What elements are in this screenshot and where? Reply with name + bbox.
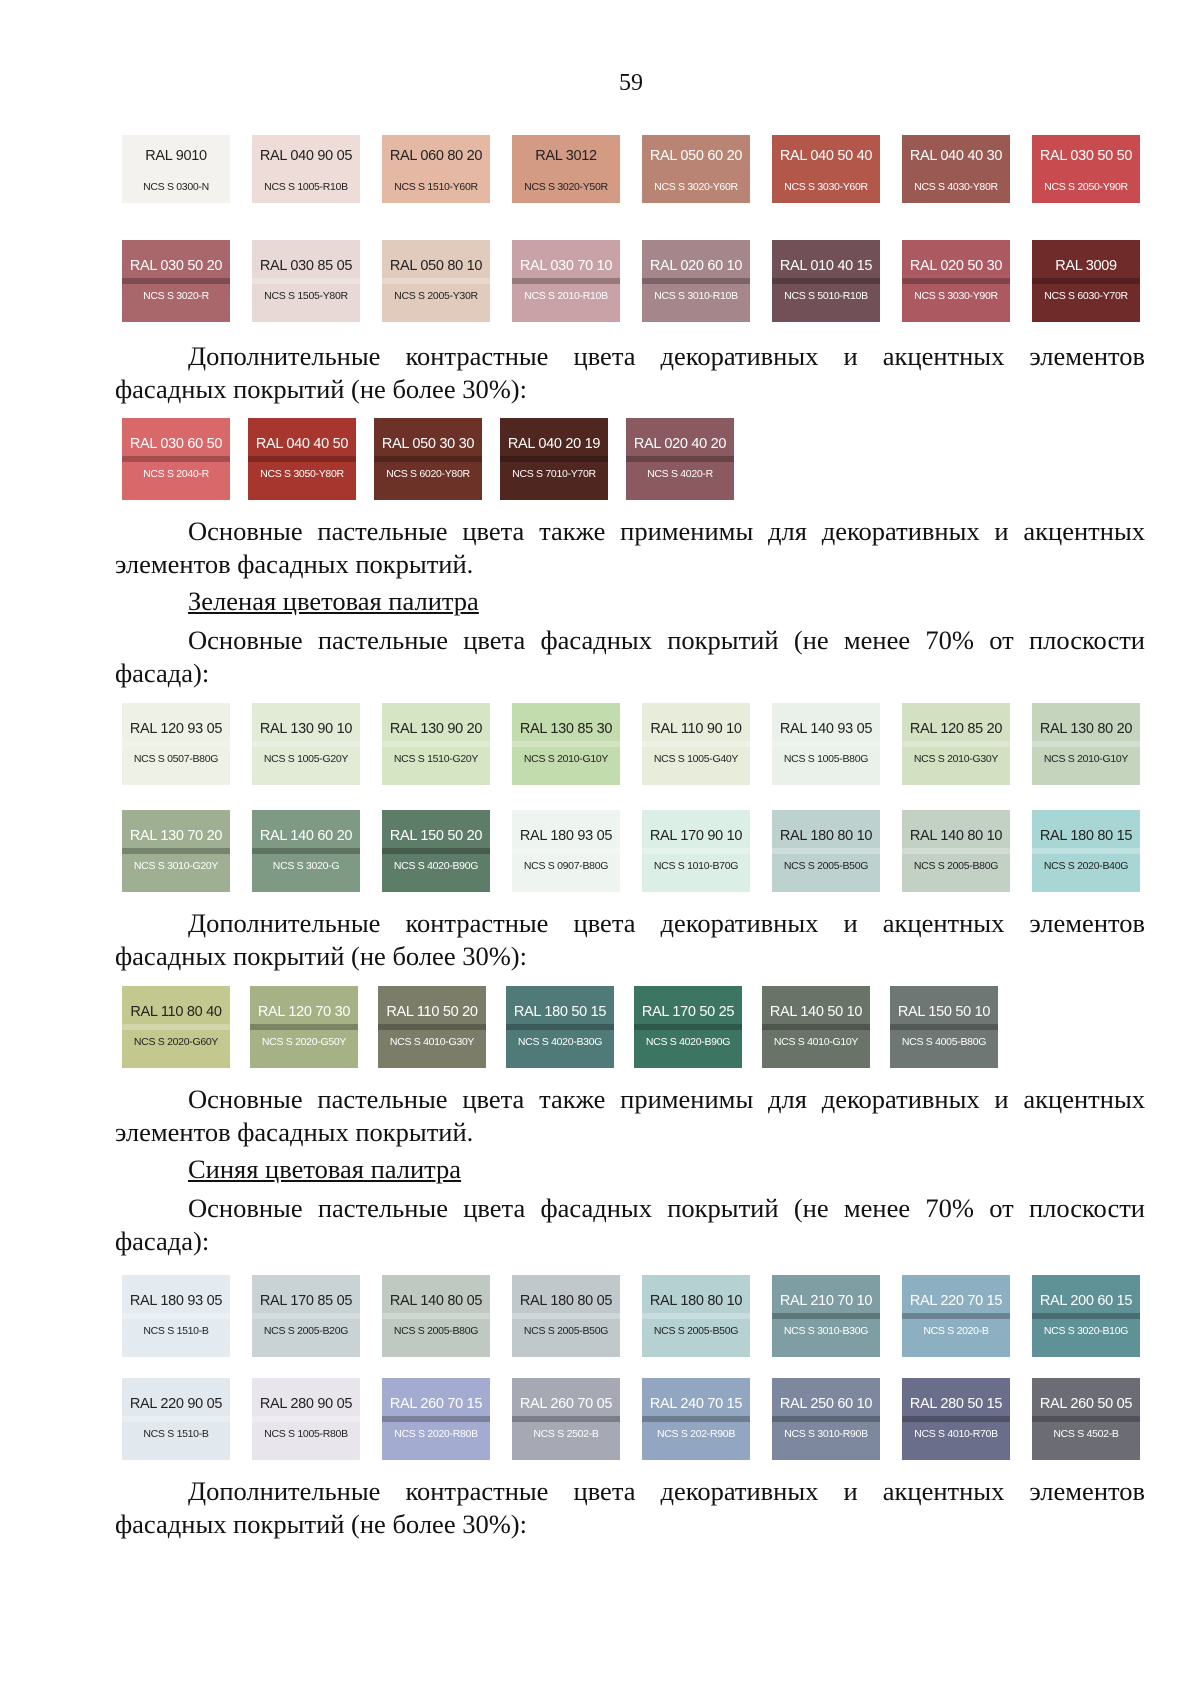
- swatch-ncs-code: NCS S 3030-Y60R: [784, 181, 868, 193]
- swatch-ral-code: RAL 130 85 30: [519, 721, 613, 737]
- color-swatch: [772, 135, 880, 203]
- color-swatch: [122, 1275, 230, 1357]
- swatch-shade-band: [122, 1024, 230, 1030]
- swatch-shade-band: [252, 278, 360, 284]
- swatch-ncs-code: NCS S 2010-G30Y: [913, 753, 999, 765]
- color-swatch: [890, 986, 998, 1068]
- swatch-shade-band: [772, 741, 880, 747]
- green-pastel-note: [115, 1083, 1145, 1149]
- swatch-ncs-code: NCS S 2005-B20G: [263, 1325, 349, 1337]
- swatch-ncs-code: NCS S 2010-G10Y: [523, 753, 609, 765]
- swatch-shade-band: [772, 848, 880, 854]
- swatch-ncs-code: NCS S 4020-B90G: [393, 860, 479, 872]
- swatch-ral-code: RAL 180 80 10: [779, 828, 873, 844]
- swatch-ncs-code: NCS S 2020-G50Y: [261, 1036, 347, 1048]
- swatch-ncs-code: NCS S 1510-B: [143, 1325, 209, 1337]
- swatch-ncs-code: NCS S 7010-Y70R: [512, 468, 596, 480]
- swatch-shade-band: [902, 848, 1010, 854]
- swatch-ncs-code: NCS S 4030-Y80R: [914, 181, 998, 193]
- color-swatch: [772, 1378, 880, 1460]
- swatch-shade-band: [382, 278, 490, 284]
- swatch-shade-band: [250, 1024, 358, 1030]
- swatch-shade-band: [122, 848, 230, 854]
- swatch-ral-code: RAL 280 50 15: [909, 1396, 1003, 1412]
- red-pastel-note-line-2: элементов фасадных покрытий.: [115, 549, 474, 579]
- green-intro-line-1: Основные пастельные цвета фасадных покрытий (не менее 70% от плоскости: [188, 625, 1145, 655]
- color-swatch: [506, 986, 614, 1068]
- swatch-ral-code: RAL 010 40 15: [779, 258, 873, 274]
- swatch-shade-band: [500, 456, 608, 462]
- blue-contrast-text-line-2: фасадных покрытий (не более 30%):: [115, 1509, 527, 1539]
- green-intro-line-2: фасада):: [115, 658, 210, 688]
- swatch-shade-band: [252, 741, 360, 747]
- swatch-ncs-code: NCS S 2040-R: [143, 468, 209, 480]
- swatch-ncs-code: NCS S 3050-Y80R: [260, 468, 344, 480]
- color-swatch: [512, 703, 620, 785]
- swatch-ncs-code: NCS S 0300-N: [143, 181, 209, 193]
- swatch-shade-band: [772, 1313, 880, 1319]
- color-swatch: [1032, 1378, 1140, 1460]
- color-swatch: [512, 135, 620, 203]
- swatch-ncs-code: NCS S 2005-B50G: [653, 1325, 739, 1337]
- swatch-ncs-code: NCS S 3020-R: [143, 290, 209, 302]
- swatch-shade-band: [1032, 741, 1140, 747]
- color-swatch: [642, 810, 750, 892]
- swatch-ral-code: RAL 220 90 05: [129, 1396, 223, 1412]
- swatch-shade-band: [642, 741, 750, 747]
- swatch-ncs-code: NCS S 2010-R10B: [524, 290, 608, 302]
- color-swatch: [1032, 810, 1140, 892]
- swatch-shade-band: [1032, 1416, 1140, 1422]
- green-main-row-1: [122, 703, 1162, 785]
- swatch-ncs-code: NCS S 1010-B70G: [653, 860, 739, 872]
- swatch-ncs-code: NCS S 2005-B50G: [783, 860, 869, 872]
- swatch-shade-band: [374, 456, 482, 462]
- swatch-shade-band: [642, 1416, 750, 1422]
- color-swatch: [512, 810, 620, 892]
- swatch-shade-band: [642, 278, 750, 284]
- green-contrast-text-line-2: фасадных покрытий (не более 30%):: [115, 941, 527, 971]
- green-pastel-note-line-2: элементов фасадных покрытий.: [115, 1117, 474, 1147]
- swatch-ral-code: RAL 140 80 05: [389, 1293, 483, 1309]
- red-contrast-paragraph: [115, 340, 1145, 406]
- swatch-ral-code: RAL 020 60 10: [649, 258, 743, 274]
- color-swatch: [902, 135, 1010, 203]
- swatch-shade-band: [382, 848, 490, 854]
- color-swatch: [248, 418, 356, 500]
- swatch-ral-code: RAL 040 40 30: [909, 148, 1003, 164]
- swatch-ral-code: RAL 180 93 05: [129, 1293, 223, 1309]
- swatch-ncs-code: NCS S 1005-R80B: [264, 1428, 348, 1440]
- swatch-ral-code: RAL 280 90 05: [259, 1396, 353, 1412]
- swatch-ral-code: RAL 260 70 15: [389, 1396, 483, 1412]
- color-swatch: [642, 135, 750, 203]
- swatch-shade-band: [248, 456, 356, 462]
- color-swatch: [512, 240, 620, 322]
- swatch-ncs-code: NCS S 2020-R80B: [394, 1428, 478, 1440]
- swatch-ncs-code: NCS S 3010-R10B: [654, 290, 738, 302]
- green-pastel-note-line-1: Основные пастельные цвета также применимы для декоративных и акцентных: [188, 1084, 1145, 1114]
- swatch-shade-band: [642, 1313, 750, 1319]
- swatch-ral-code: RAL 140 93 05: [779, 721, 873, 737]
- swatch-ral-code: RAL 110 90 10: [650, 721, 742, 737]
- swatch-ral-code: RAL 220 70 15: [909, 1293, 1003, 1309]
- swatch-shade-band: [642, 848, 750, 854]
- swatch-ral-code: RAL 130 80 20: [1039, 721, 1133, 737]
- swatch-ral-code: RAL 180 80 05: [519, 1293, 613, 1309]
- color-swatch: [642, 703, 750, 785]
- swatch-ral-code: RAL 180 80 15: [1039, 828, 1133, 844]
- swatch-ncs-code: NCS S 4020-B90G: [645, 1036, 731, 1048]
- green-contrast-text-line-1: Дополнительные контрастные цвета декоративных и акцентных элементов: [188, 908, 1145, 938]
- color-swatch: [772, 1275, 880, 1357]
- swatch-shade-band: [634, 1024, 742, 1030]
- swatch-shade-band: [1032, 848, 1140, 854]
- swatch-ral-code: RAL 140 50 10: [769, 1004, 863, 1020]
- swatch-ncs-code: NCS S 4010-G10Y: [773, 1036, 859, 1048]
- swatch-shade-band: [252, 1313, 360, 1319]
- swatch-ral-code: RAL 180 93 05: [519, 828, 613, 844]
- swatch-ncs-code: NCS S 3010-G20Y: [133, 860, 219, 872]
- green-intro-paragraph: [115, 624, 1145, 690]
- red-contrast-text-line-2: фасадных покрытий (не более 30%):: [115, 374, 527, 404]
- swatch-shade-band: [762, 1024, 870, 1030]
- swatch-ncs-code: NCS S 2005-B80G: [913, 860, 999, 872]
- swatch-ncs-code: NCS S 2050-Y90R: [1044, 181, 1128, 193]
- color-swatch: [1032, 703, 1140, 785]
- swatch-ncs-code: NCS S 4020-R: [647, 468, 713, 480]
- swatch-ral-code: RAL 030 50 20: [129, 258, 223, 274]
- swatch-ral-code: RAL 260 70 05: [519, 1396, 613, 1412]
- color-swatch: [122, 135, 230, 203]
- blue-contrast-text-line-1: Дополнительные контрастные цвета декоративных и акцентных элементов: [188, 1476, 1145, 1506]
- color-swatch: [772, 810, 880, 892]
- color-swatch: [378, 986, 486, 1068]
- color-swatch: [382, 810, 490, 892]
- swatch-ral-code: RAL 060 80 20: [389, 148, 483, 164]
- color-swatch: [642, 1378, 750, 1460]
- swatch-ncs-code: NCS S 1005-G40Y: [653, 753, 739, 765]
- swatch-shade-band: [902, 1313, 1010, 1319]
- blue-intro-line-1: Основные пастельные цвета фасадных покрытий (не менее 70% от плоскости: [188, 1193, 1145, 1223]
- swatch-ncs-code: NCS S 0507-B80G: [133, 753, 219, 765]
- color-swatch: [512, 1275, 620, 1357]
- swatch-ral-code: RAL 170 50 25: [641, 1004, 735, 1020]
- color-swatch: [122, 986, 230, 1068]
- color-swatch: [634, 986, 742, 1068]
- red-pastel-note-line-1: Основные пастельные цвета также применимы для декоративных и акцентных: [188, 516, 1145, 546]
- swatch-ral-code: RAL 120 70 30: [257, 1004, 351, 1020]
- swatch-ncs-code: NCS S 3010-R90B: [784, 1428, 868, 1440]
- swatch-shade-band: [512, 278, 620, 284]
- swatch-shade-band: [122, 1313, 230, 1319]
- swatch-shade-band: [122, 278, 230, 284]
- swatch-shade-band: [378, 1024, 486, 1030]
- swatch-ral-code: RAL 020 50 30: [909, 258, 1003, 274]
- swatch-shade-band: [902, 278, 1010, 284]
- swatch-ncs-code: NCS S 3020-Y60R: [654, 181, 738, 193]
- swatch-shade-band: [772, 1416, 880, 1422]
- swatch-ncs-code: NCS S 1510-Y60R: [394, 181, 478, 193]
- blue-main-row-1: [122, 1275, 1162, 1357]
- color-swatch: [122, 418, 230, 500]
- swatch-shade-band: [890, 1024, 998, 1030]
- swatch-ncs-code: NCS S 1510-G20Y: [393, 753, 479, 765]
- green-contrast-paragraph: [115, 907, 1145, 973]
- swatch-shade-band: [512, 1416, 620, 1422]
- swatch-ncs-code: NCS S 2020-B: [923, 1325, 989, 1337]
- swatch-ncs-code: NCS S 2020-B40G: [1043, 860, 1129, 872]
- color-swatch: [382, 1275, 490, 1357]
- swatch-ral-code: RAL 140 60 20: [259, 828, 353, 844]
- swatch-ncs-code: NCS S 3020-G: [272, 860, 340, 872]
- swatch-shade-band: [772, 278, 880, 284]
- color-swatch: [642, 1275, 750, 1357]
- swatch-ncs-code: NCS S 4010-G30Y: [389, 1036, 475, 1048]
- swatch-ncs-code: NCS S 4005-B80G: [901, 1036, 987, 1048]
- color-swatch: [902, 703, 1010, 785]
- color-swatch: [902, 810, 1010, 892]
- swatch-ral-code: RAL 030 50 50: [1039, 148, 1133, 164]
- color-swatch: [382, 1378, 490, 1460]
- swatch-shade-band: [1032, 278, 1140, 284]
- swatch-ral-code: RAL 260 50 05: [1039, 1396, 1133, 1412]
- swatch-ncs-code: NCS S 2502-B: [533, 1428, 599, 1440]
- swatch-ral-code: RAL 130 70 20: [129, 828, 223, 844]
- swatch-ral-code: RAL 180 50 15: [513, 1004, 607, 1020]
- swatch-shade-band: [512, 741, 620, 747]
- swatch-shade-band: [506, 1024, 614, 1030]
- color-swatch: [772, 703, 880, 785]
- color-swatch: [374, 418, 482, 500]
- swatch-ral-code: RAL 3009: [1055, 258, 1117, 274]
- swatch-ral-code: RAL 040 20 19: [507, 436, 601, 452]
- swatch-ncs-code: NCS S 4502-B: [1053, 1428, 1119, 1440]
- swatch-ral-code: RAL 030 70 10: [519, 258, 613, 274]
- swatch-ral-code: RAL 200 60 15: [1039, 1293, 1133, 1309]
- swatch-ral-code: RAL 050 30 30: [381, 436, 475, 452]
- swatch-shade-band: [512, 1313, 620, 1319]
- color-swatch: [902, 1378, 1010, 1460]
- red-pastel-note: [115, 515, 1145, 581]
- color-swatch: [252, 810, 360, 892]
- color-swatch: [252, 240, 360, 322]
- swatch-ncs-code: NCS S 2020-G60Y: [133, 1036, 219, 1048]
- swatch-ncs-code: NCS S 202-R90B: [656, 1428, 736, 1440]
- swatch-ral-code: RAL 170 85 05: [259, 1293, 353, 1309]
- swatch-shade-band: [122, 456, 230, 462]
- color-swatch: [642, 240, 750, 322]
- swatch-ral-code: RAL 3012: [535, 148, 597, 164]
- red-main-row-2: [122, 240, 1162, 322]
- swatch-ncs-code: NCS S 1005-G20Y: [263, 753, 349, 765]
- swatch-ral-code: RAL 120 85 20: [909, 721, 1003, 737]
- swatch-ncs-code: NCS S 5010-R10B: [784, 290, 868, 302]
- swatch-ral-code: RAL 150 50 20: [389, 828, 483, 844]
- swatch-ncs-code: NCS S 6030-Y70R: [1044, 290, 1128, 302]
- swatch-ncs-code: NCS S 2005-Y30R: [394, 290, 478, 302]
- color-swatch: [250, 986, 358, 1068]
- color-swatch: [122, 240, 230, 322]
- swatch-ncs-code: NCS S 2005-B50G: [523, 1325, 609, 1337]
- color-swatch: [122, 703, 230, 785]
- swatch-ral-code: RAL 040 40 50: [255, 436, 349, 452]
- swatch-ral-code: RAL 110 50 20: [386, 1004, 478, 1020]
- color-swatch: [512, 1378, 620, 1460]
- swatch-ncs-code: NCS S 3010-B30G: [783, 1325, 869, 1337]
- swatch-ral-code: RAL 250 60 10: [779, 1396, 873, 1412]
- swatch-ncs-code: NCS S 2010-G10Y: [1043, 753, 1129, 765]
- swatch-ncs-code: NCS S 1005-R10B: [264, 181, 348, 193]
- color-swatch: [902, 1275, 1010, 1357]
- swatch-ral-code: RAL 050 60 20: [649, 148, 743, 164]
- color-swatch: [1032, 240, 1140, 322]
- blue-intro-paragraph: [115, 1192, 1145, 1258]
- swatch-ncs-code: NCS S 4020-B30G: [517, 1036, 603, 1048]
- page-number: 59: [619, 70, 643, 96]
- swatch-shade-band: [382, 1416, 490, 1422]
- color-swatch: [500, 418, 608, 500]
- swatch-ncs-code: NCS S 1505-Y80R: [264, 290, 348, 302]
- color-swatch: [252, 135, 360, 203]
- red-contrast-row: [122, 418, 752, 500]
- swatch-ral-code: RAL 110 80 40: [130, 1004, 222, 1020]
- swatch-ral-code: RAL 130 90 10: [259, 721, 353, 737]
- swatch-shade-band: [382, 1313, 490, 1319]
- swatch-ral-code: RAL 030 60 50: [129, 436, 223, 452]
- color-swatch: [382, 703, 490, 785]
- swatch-ral-code: RAL 120 93 05: [129, 721, 223, 737]
- swatch-ncs-code: NCS S 3020-B10G: [1043, 1325, 1129, 1337]
- color-swatch: [122, 1378, 230, 1460]
- green-palette-heading: Зеленая цветовая палитра: [188, 586, 479, 616]
- blue-intro-line-2: фасада):: [115, 1226, 210, 1256]
- color-swatch: [252, 1275, 360, 1357]
- swatch-ncs-code: NCS S 3030-Y90R: [914, 290, 998, 302]
- red-contrast-text-line-1: Дополнительные контрастные цвета декоративных и акцентных элементов: [188, 341, 1145, 371]
- blue-main-row-2: [122, 1378, 1162, 1460]
- color-swatch: [1032, 1275, 1140, 1357]
- swatch-ncs-code: NCS S 3020-Y50R: [524, 181, 608, 193]
- swatch-ral-code: RAL 170 90 10: [649, 828, 743, 844]
- swatch-ncs-code: NCS S 4010-R70B: [914, 1428, 998, 1440]
- swatch-ral-code: RAL 050 80 10: [389, 258, 483, 274]
- color-swatch: [122, 810, 230, 892]
- swatch-shade-band: [626, 456, 734, 462]
- swatch-ral-code: RAL 180 80 10: [649, 1293, 743, 1309]
- color-swatch: [252, 703, 360, 785]
- swatch-ral-code: RAL 020 40 20: [633, 436, 727, 452]
- color-swatch: [902, 240, 1010, 322]
- swatch-ral-code: RAL 130 90 20: [389, 721, 483, 737]
- swatch-ncs-code: NCS S 6020-Y80R: [386, 468, 470, 480]
- swatch-ral-code: RAL 040 50 40: [779, 148, 873, 164]
- color-swatch: [382, 240, 490, 322]
- swatch-ral-code: RAL 210 70 10: [779, 1293, 873, 1309]
- green-contrast-row: [122, 986, 1018, 1068]
- swatch-shade-band: [512, 848, 620, 854]
- swatch-ral-code: RAL 140 80 10: [909, 828, 1003, 844]
- swatch-ral-code: RAL 030 85 05: [259, 258, 353, 274]
- color-swatch: [252, 1378, 360, 1460]
- blue-contrast-paragraph: [115, 1475, 1145, 1541]
- swatch-shade-band: [252, 848, 360, 854]
- red-main-row-1: [122, 135, 1162, 203]
- swatch-ral-code: RAL 150 50 10: [897, 1004, 991, 1020]
- swatch-ral-code: RAL 9010: [145, 148, 207, 164]
- swatch-ncs-code: NCS S 0907-B80G: [523, 860, 609, 872]
- blue-palette-heading: Синяя цветовая палитра: [188, 1154, 462, 1184]
- swatch-shade-band: [382, 741, 490, 747]
- swatch-shade-band: [1032, 1313, 1140, 1319]
- swatch-ncs-code: NCS S 2005-B80G: [393, 1325, 479, 1337]
- swatch-ral-code: RAL 240 70 15: [649, 1396, 743, 1412]
- color-swatch: [1032, 135, 1140, 203]
- color-swatch: [382, 135, 490, 203]
- swatch-ncs-code: NCS S 1005-B80G: [783, 753, 869, 765]
- color-swatch: [772, 240, 880, 322]
- color-swatch: [762, 986, 870, 1068]
- swatch-shade-band: [252, 1416, 360, 1422]
- color-swatch: [626, 418, 734, 500]
- swatch-ncs-code: NCS S 1510-B: [143, 1428, 209, 1440]
- swatch-ral-code: RAL 040 90 05: [259, 148, 353, 164]
- swatch-shade-band: [122, 741, 230, 747]
- swatch-shade-band: [122, 1416, 230, 1422]
- swatch-shade-band: [902, 741, 1010, 747]
- swatch-shade-band: [902, 1416, 1010, 1422]
- green-main-row-2: [122, 810, 1162, 892]
